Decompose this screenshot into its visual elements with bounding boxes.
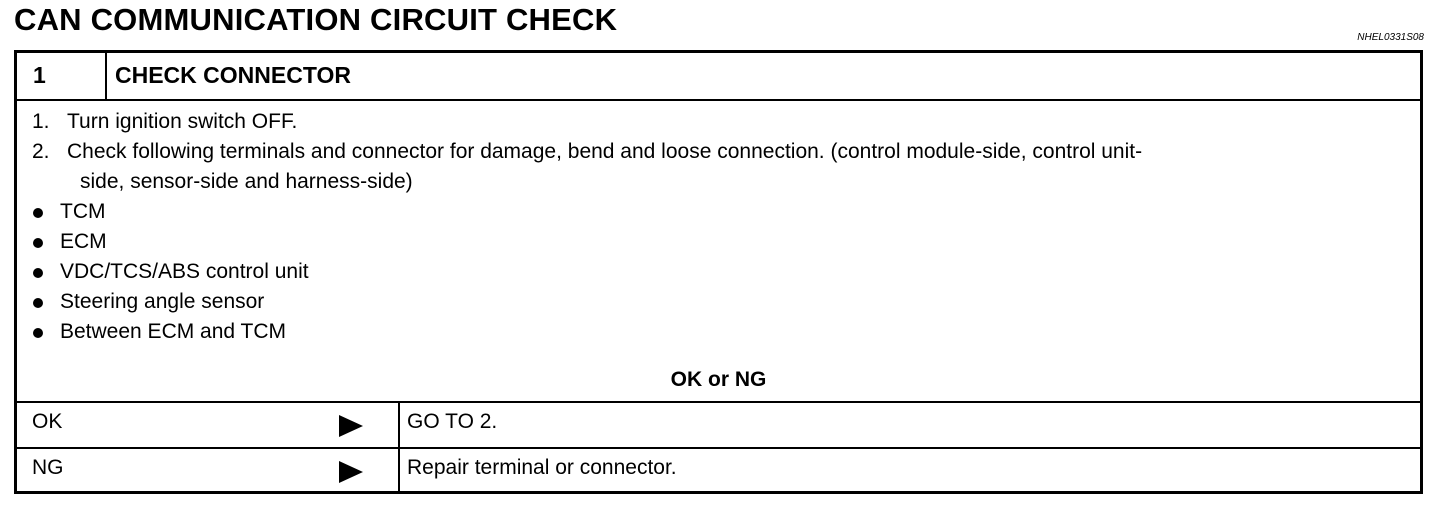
list-item-text: Steering angle sensor xyxy=(60,290,265,313)
instruction-number: 1. xyxy=(32,110,50,133)
bullet-icon xyxy=(33,208,43,218)
bullet-icon xyxy=(33,328,43,338)
bullet-icon xyxy=(33,238,43,248)
list-item-text: Between ECM and TCM xyxy=(60,320,287,343)
result-divider xyxy=(398,449,400,493)
result-action: GO TO 2. xyxy=(407,410,498,433)
arrow-right-icon xyxy=(339,461,363,483)
result-divider xyxy=(398,403,400,447)
result-row-ok xyxy=(17,401,1420,447)
step-title: CHECK CONNECTOR xyxy=(115,62,351,88)
instruction-text: Check following terminals and connector for damage, bend and loose connection. (control module-side, control unit- xyxy=(67,140,1143,163)
instruction-number: 2. xyxy=(32,140,50,163)
instruction-text-continued: side, sensor-side and harness-side) xyxy=(80,170,413,193)
list-item-text: TCM xyxy=(60,200,106,223)
document-code: NHEL0331S08 xyxy=(1357,32,1424,43)
check-step-table xyxy=(14,50,1423,494)
ok-or-ng-label: OK or NG xyxy=(670,368,767,391)
result-row-ng xyxy=(17,447,1420,493)
page-title: CAN COMMUNICATION CIRCUIT CHECK xyxy=(14,2,618,37)
arrow-right-icon xyxy=(339,415,363,437)
result-label: OK xyxy=(32,410,63,433)
bullet-icon xyxy=(33,298,43,308)
step-header xyxy=(17,53,1420,101)
step-header-divider xyxy=(105,53,107,99)
result-label: NG xyxy=(32,456,64,479)
instruction-text: Turn ignition switch OFF. xyxy=(67,110,298,133)
list-item-text: VDC/TCS/ABS control unit xyxy=(60,260,309,283)
bullet-icon xyxy=(33,268,43,278)
step-content xyxy=(17,101,1420,401)
list-item-text: ECM xyxy=(60,230,107,253)
result-action: Repair terminal or connector. xyxy=(407,456,677,479)
step-number: 1 xyxy=(33,62,46,88)
